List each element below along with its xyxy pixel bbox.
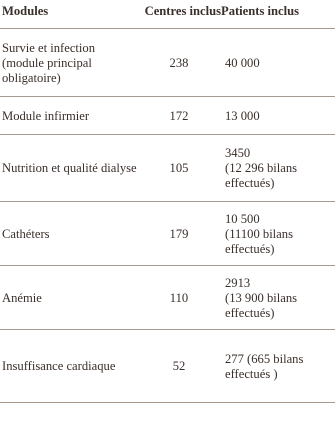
cell-centres: 238 <box>169 55 189 70</box>
cell-centres: 172 <box>169 108 189 123</box>
cell-module: Module infirmier <box>2 108 90 123</box>
cell-patients: 3450 (12 296 bilans effectués) <box>225 146 298 190</box>
cell-centres: 179 <box>169 226 189 241</box>
header-centres-inclus: Centres inclus <box>144 4 221 18</box>
cell-patients: 2913 (13 900 bilans effectués) <box>225 275 298 320</box>
cell-module: Anémie <box>2 290 42 305</box>
cell-centres: 105 <box>169 161 189 175</box>
cell-module: Survie et infection (module principal obligatoire) <box>2 40 96 85</box>
cell-patients: 13 000 <box>225 108 260 123</box>
cell-module: Nutrition et qualité dialyse <box>2 161 137 175</box>
cell-module: Cathéters <box>2 226 50 241</box>
cell-patients: 40 000 <box>225 55 260 70</box>
cell-patients: 10 500 (11100 bilans effectués) <box>225 211 293 256</box>
cell-centres: 52 <box>172 359 186 373</box>
cell-patients: 277 (665 bilans effectués ) <box>225 351 304 381</box>
header-modules: Modules <box>2 4 49 18</box>
cell-module: Insuffisance cardiaque <box>2 359 116 373</box>
row-divider <box>0 402 335 403</box>
header-patients-inclus: Patients inclus <box>221 4 300 18</box>
cell-centres: 110 <box>169 290 189 305</box>
